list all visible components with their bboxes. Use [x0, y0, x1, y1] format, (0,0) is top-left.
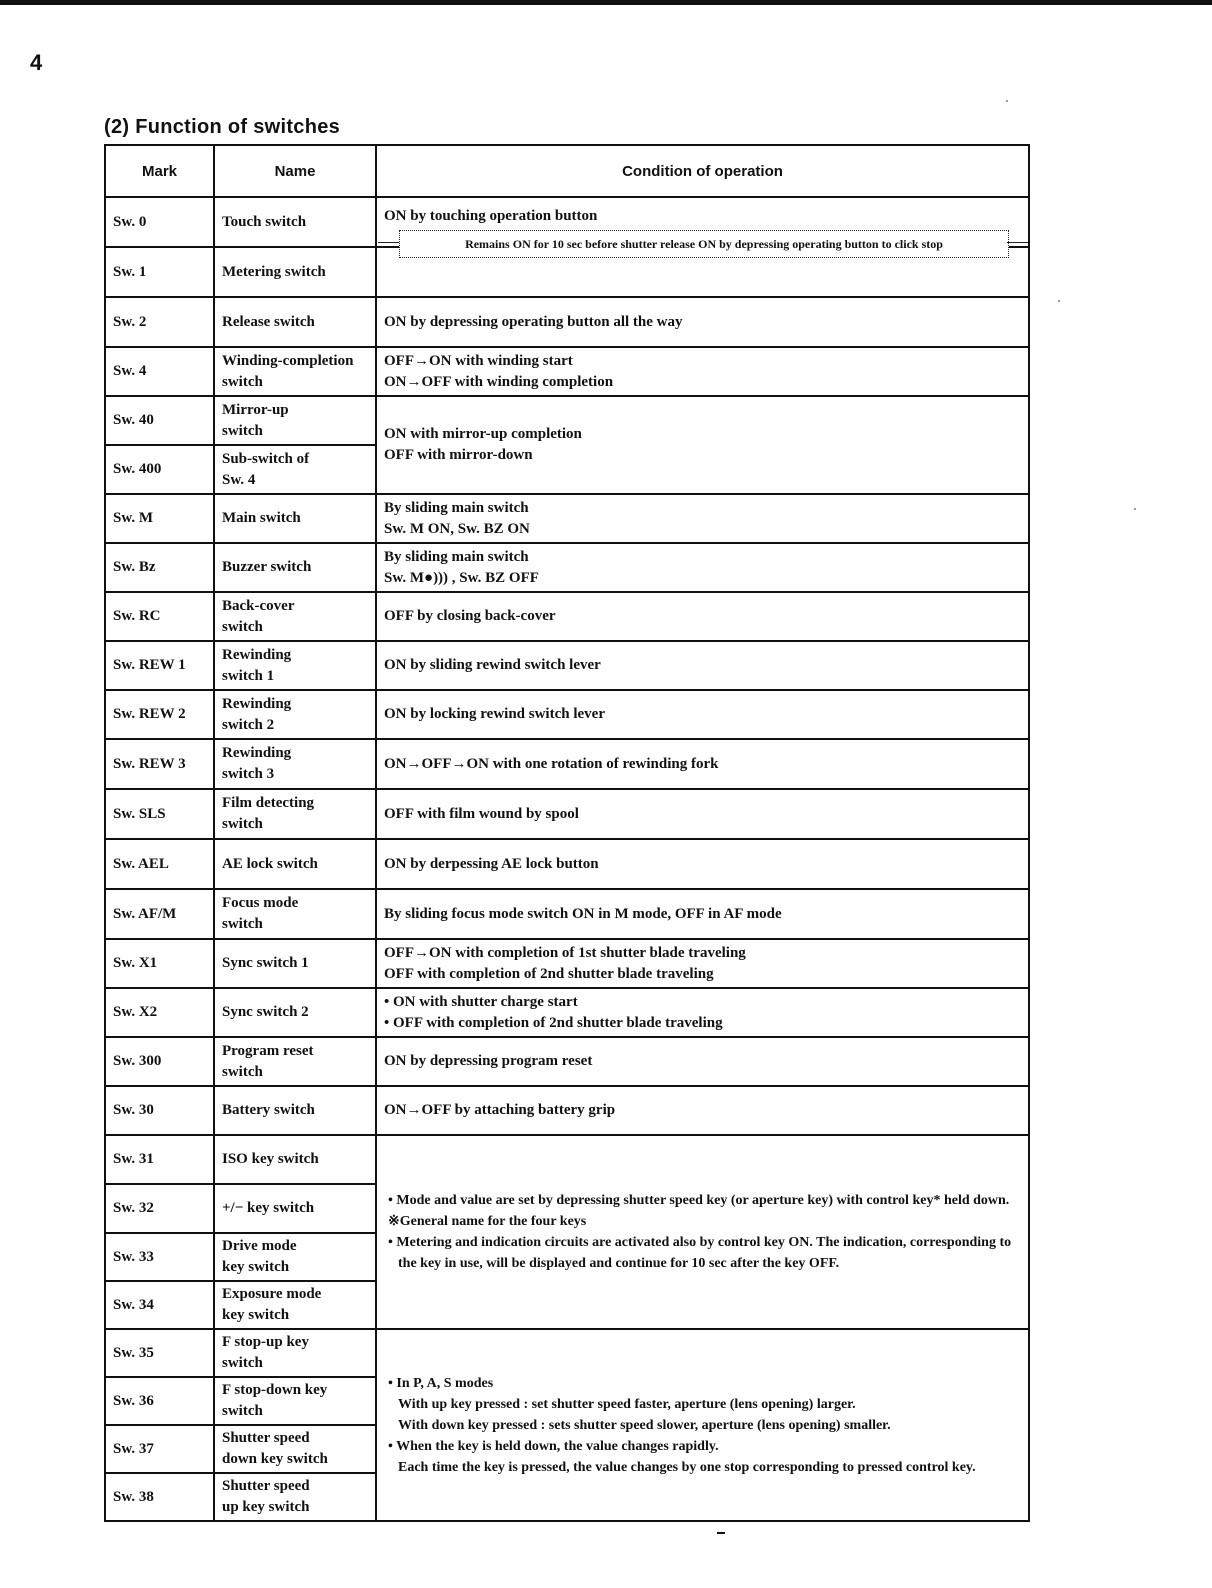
condition-line: ON by depressing program reset: [384, 1053, 593, 1069]
name-cell: ISO key switch: [214, 1135, 376, 1184]
name-line: switch: [222, 422, 263, 439]
name-line: key switch: [222, 1259, 290, 1275]
name-line: Focus mode: [222, 895, 299, 911]
name-line: switch: [222, 373, 263, 390]
name-cell: Metering switch: [214, 247, 376, 297]
top-rule: [0, 0, 1212, 5]
switch-function-table: [104, 144, 1030, 1522]
name-cell: Touch switch: [214, 197, 376, 247]
condition-line: ON by sliding rewind switch lever: [384, 657, 601, 673]
mark-cell: Sw. 32: [105, 1184, 214, 1233]
name-line: switch 3: [222, 766, 275, 782]
mark-cell: Sw. 34: [105, 1281, 214, 1329]
table-row: [105, 1037, 1029, 1086]
condition-footnote: ※General name for the four keys: [388, 1214, 587, 1229]
condition-cell: [376, 543, 1029, 592]
mark-cell: Sw. RC: [105, 592, 214, 641]
table-row: [105, 988, 1029, 1037]
condition-line: ON by derpessing AE lock button: [384, 855, 599, 872]
condition-line: OFF→ON with completion of 1st shutter blade traveling: [384, 944, 746, 961]
condition-paragraph: With up key pressed : set shutter speed faster, aperture (lens opening) larger.: [398, 1396, 856, 1412]
condition-paragraph: • When the key is held down, the value changes rapidly.: [388, 1438, 719, 1454]
condition-cell: [376, 592, 1029, 641]
condition-cell: [376, 889, 1029, 939]
condition-cell: [376, 839, 1029, 889]
name-line: switch: [222, 618, 263, 635]
mark-cell: Sw. REW 3: [105, 739, 214, 789]
name-line: switch: [222, 816, 263, 832]
table-row: [105, 690, 1029, 739]
mark-cell: Sw. REW 1: [105, 641, 214, 690]
name-cell: Buzzer switch: [214, 543, 376, 592]
condition-paragraph: Each time the key is pressed, the value changes by one stop corresponding to pressed control key.: [398, 1459, 976, 1475]
table-row: [105, 739, 1029, 789]
name-line: Rewinding: [222, 695, 292, 712]
table-row: [105, 839, 1029, 889]
name-line: Winding-completion: [222, 352, 354, 369]
name-cell: Sync switch 2: [214, 988, 376, 1037]
name-cell: [214, 347, 376, 396]
name-line: Rewinding: [222, 646, 292, 663]
name-cell: [214, 1329, 376, 1377]
mark-cell: Sw. 1: [105, 247, 214, 297]
name-cell: [214, 396, 376, 445]
name-cell: [214, 641, 376, 690]
name-line: switch 2: [222, 716, 275, 733]
condition-line: By sliding main switch: [384, 499, 529, 516]
condition-line: • OFF with completion of 2nd shutter blade traveling: [384, 1014, 723, 1031]
page-tick-mark: [717, 1532, 725, 1534]
name-cell: Release switch: [214, 297, 376, 347]
mark-cell: Sw. AF/M: [105, 889, 214, 939]
table-row: [105, 592, 1029, 641]
header-mark: Mark: [105, 145, 214, 197]
name-cell: +/− key switch: [214, 1184, 376, 1233]
mark-cell: Sw. X2: [105, 988, 214, 1037]
condition-cell: [376, 789, 1029, 839]
condition-line: OFF with mirror-down: [384, 447, 533, 463]
mark-cell: Sw. 400: [105, 445, 214, 494]
condition-line: • ON with shutter charge start: [384, 993, 578, 1010]
name-line: F stop-down key: [222, 1382, 328, 1398]
table-row: [105, 347, 1029, 396]
name-cell: [214, 445, 376, 494]
table-row: [105, 543, 1029, 592]
page-number: 4: [30, 50, 43, 75]
name-cell: Main switch: [214, 494, 376, 543]
condition-cell: [376, 396, 1029, 494]
table-row: [105, 1086, 1029, 1135]
scan-speck: [1006, 100, 1008, 102]
name-line: switch 1: [222, 667, 275, 684]
condition-cell-group-keys: [376, 1135, 1029, 1329]
mark-cell: Sw. 300: [105, 1037, 214, 1086]
name-cell: [214, 690, 376, 739]
condition-line: OFF with film wound by spool: [384, 805, 579, 822]
mark-cell: Sw. 33: [105, 1233, 214, 1281]
name-cell: Sync switch 1: [214, 939, 376, 988]
name-line: key switch: [222, 1307, 290, 1323]
table-row: [105, 297, 1029, 347]
header-condition: Condition of operation: [376, 145, 1029, 197]
condition-paragraph: With down key pressed : sets shutter speed slower, aperture (lens opening) smaller.: [398, 1417, 891, 1433]
scan-speck: [1134, 508, 1136, 510]
mark-cell: Sw. Bz: [105, 543, 214, 592]
condition-cell: [376, 1086, 1029, 1135]
condition-line: By sliding focus mode switch ON in M mode, OFF in AF mode: [384, 905, 782, 922]
name-line: switch: [222, 1355, 263, 1371]
condition-line: Sw. M ON, Sw. BZ ON: [384, 520, 530, 537]
name-line: down key switch: [222, 1451, 328, 1467]
name-cell: [214, 1377, 376, 1425]
table-row: [105, 1135, 1029, 1184]
name-cell: AE lock switch: [214, 839, 376, 889]
table-row: [105, 789, 1029, 839]
note-arrow-left: [378, 242, 399, 243]
name-cell: [214, 592, 376, 641]
name-cell: [214, 739, 376, 789]
name-line: switch: [222, 1403, 263, 1419]
table-row: [105, 396, 1029, 445]
mark-cell: Sw. 2: [105, 297, 214, 347]
name-line: Rewinding: [222, 745, 292, 761]
condition-line: OFF→ON with winding start: [384, 352, 573, 369]
name-line: Mirror-up: [222, 401, 289, 418]
name-line: up key switch: [222, 1499, 310, 1515]
mark-cell: Sw. 37: [105, 1425, 214, 1473]
mark-cell: Sw. AEL: [105, 839, 214, 889]
condition-cell: [376, 1037, 1029, 1086]
condition-cell: [376, 494, 1029, 543]
name-line: Program reset: [222, 1042, 314, 1059]
mark-cell: Sw. REW 2: [105, 690, 214, 739]
condition-paragraph: • In P, A, S modes: [388, 1375, 494, 1391]
name-line: switch: [222, 916, 263, 932]
condition-cell: [376, 690, 1029, 739]
name-cell: [214, 789, 376, 839]
table-row: [105, 494, 1029, 543]
name-cell: Battery switch: [214, 1086, 376, 1135]
table-row: [105, 1329, 1029, 1377]
condition-line: Sw. M●))) , Sw. BZ OFF: [384, 569, 539, 586]
mark-cell: Sw. 0: [105, 197, 214, 247]
name-line: Film detecting: [222, 795, 315, 811]
condition-line: ON by depressing operating button all the way: [384, 313, 683, 330]
condition-line: ON→OFF by attaching battery grip: [384, 1102, 616, 1118]
name-line: Shutter speed: [222, 1430, 310, 1446]
name-line: Exposure mode: [222, 1286, 322, 1302]
table-row: [105, 641, 1029, 690]
name-cell: [214, 1233, 376, 1281]
name-cell: [214, 889, 376, 939]
condition-line: OFF by closing back-cover: [384, 608, 556, 624]
condition-cell: [376, 641, 1029, 690]
condition-line: ON by locking rewind switch lever: [384, 706, 605, 722]
mark-cell: Sw. M: [105, 494, 214, 543]
name-line: Sub-switch of: [222, 450, 310, 467]
header-name: Name: [214, 145, 376, 197]
condition-cell-group-updown: [376, 1329, 1029, 1521]
header-row: [105, 145, 1029, 197]
mark-cell: Sw. X1: [105, 939, 214, 988]
condition-cell: [376, 297, 1029, 347]
mark-cell: Sw. 40: [105, 396, 214, 445]
name-line: Drive mode: [222, 1238, 297, 1254]
condition-line: ON with mirror-up completion: [384, 426, 582, 442]
mark-cell: Sw. 30: [105, 1086, 214, 1135]
condition-paragraph: • Metering and indication circuits are activated also by control key ON. The indication, corresponding to the key in use, will be displayed and continue for 10 sec after the key OFF.: [388, 1235, 1012, 1271]
name-line: F stop-up key: [222, 1334, 309, 1350]
table-row: [105, 889, 1029, 939]
name-cell: [214, 1281, 376, 1329]
condition-line: ON→OFF→ON with one rotation of rewinding fork: [384, 755, 719, 772]
note-arrow-right: [1007, 242, 1028, 243]
name-cell: [214, 1473, 376, 1521]
condition-cell: [376, 939, 1029, 988]
condition-cell: [376, 739, 1029, 789]
name-cell: [214, 1037, 376, 1086]
mark-cell: Sw. 38: [105, 1473, 214, 1521]
condition-cell: [376, 347, 1029, 396]
name-cell: [214, 1425, 376, 1473]
mark-cell: Sw. 4: [105, 347, 214, 396]
table-row: [105, 939, 1029, 988]
name-line: Back-cover: [222, 597, 295, 614]
name-line: Sw. 4: [222, 471, 256, 488]
mark-cell: Sw. 35: [105, 1329, 214, 1377]
mark-cell: Sw. 31: [105, 1135, 214, 1184]
condition-line: OFF with completion of 2nd shutter blade traveling: [384, 965, 714, 982]
name-line: switch: [222, 1063, 263, 1080]
name-line: Shutter speed: [222, 1478, 310, 1494]
mark-cell: Sw. 36: [105, 1377, 214, 1425]
condition-paragraph: • Mode and value are set by depressing shutter speed key (or aperture key) with control key* held down.: [388, 1193, 1010, 1208]
condition-line: ON→OFF with winding completion: [384, 373, 614, 390]
duration-note: Remains ON for 10 sec before shutter release ON by depressing operating button to click stop: [399, 230, 1009, 258]
condition-line: By sliding main switch: [384, 548, 529, 565]
mark-cell: Sw. SLS: [105, 789, 214, 839]
condition-line: ON by touching operation button: [384, 208, 598, 224]
condition-cell: [376, 988, 1029, 1037]
section-title: (2) Function of switches: [104, 116, 341, 138]
scan-speck: [1058, 300, 1060, 302]
